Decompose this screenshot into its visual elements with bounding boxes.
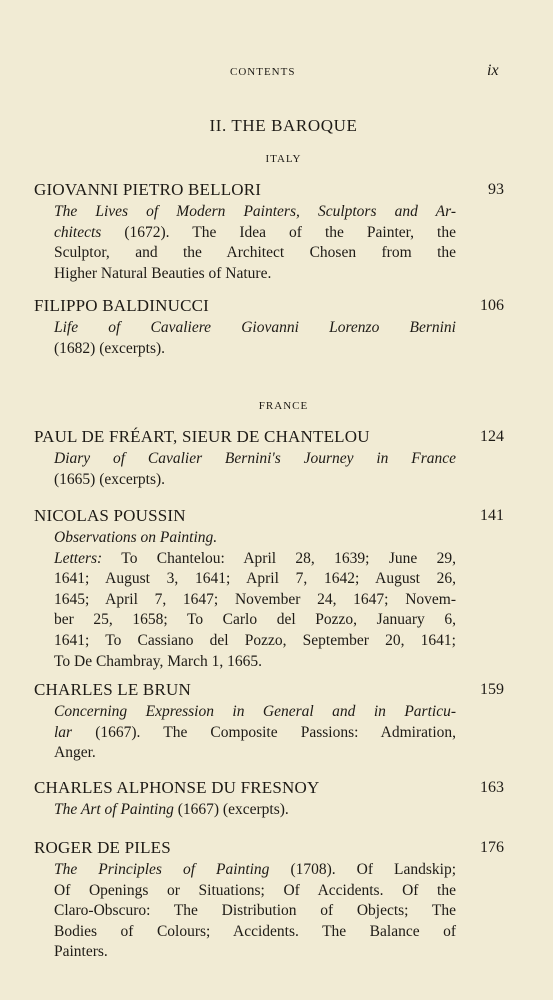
description-line: Of Openings or Situations; Of Accidents. Of the [54, 881, 456, 899]
description-line: Bodies of Colours; Accidents. The Balance of [54, 922, 456, 940]
page-number: ix [487, 62, 499, 79]
description-line: Claro-Obscuro: The Distribution of Objects; The [54, 902, 456, 920]
entry-page-number: 141 [480, 507, 504, 524]
toc-entry-baldinucci[interactable] [34, 295, 504, 359]
description-line: 1645; April 7, 1647; November 24, 1647; Novem- [54, 590, 456, 608]
description-line: Higher Natural Beauties of Nature. [54, 264, 272, 282]
description-line: Letters: To Chantelou: April 28, 1639; June 29, [54, 549, 456, 567]
description-line: The Art of Painting (1667) (excerpts). [54, 801, 289, 818]
entry-author: CHARLES LE BRUN [34, 680, 191, 699]
entry-author: ROGER DE PILES [34, 838, 171, 857]
description-line: Painters. [54, 943, 108, 961]
description-line: Anger. [54, 744, 96, 762]
description-line: (1665) (excerpts). [54, 470, 166, 488]
description-line: 1641; To Cassiano del Pozzo, September 20, 1641; [54, 631, 456, 649]
entry-description [54, 702, 456, 764]
entry-description [54, 318, 456, 359]
description-line: Sculptor, and the Architect Chosen from the [54, 244, 456, 262]
region-heading-france: FRANCE [258, 400, 309, 412]
toc-entry-bellori[interactable] [34, 179, 504, 284]
description-line: Observations on Painting. [54, 529, 218, 546]
running-head [0, 62, 553, 82]
entry-description [54, 202, 456, 284]
toc-entry-du-fresnoy[interactable] [34, 777, 504, 821]
description-line: The Principles of Painting (1708). Of Landskip; [54, 861, 457, 878]
entry-description [54, 449, 456, 490]
entry-page-number: 93 [488, 181, 504, 198]
entry-page-number: 106 [480, 297, 504, 314]
entry-page-number: 163 [480, 779, 504, 796]
description-line: 1641; August 3, 1641; April 7, 1642; August 26, [54, 570, 456, 588]
region-heading-italy: ITALY [265, 153, 302, 165]
description-line: Concerning Expression in General and in Particu- [54, 703, 456, 720]
description-line: (1682) (excerpts). [54, 339, 166, 357]
description-line: lar (1667). The Composite Passions: Admiration, [54, 723, 456, 741]
entry-author: CHARLES ALPHONSE DU FRESNOY [34, 778, 320, 797]
toc-entry-chantelou[interactable] [34, 426, 504, 490]
description-line: Diary of Cavalier Bernini's Journey in France [54, 450, 456, 467]
entry-author: NICOLAS POUSSIN [34, 506, 186, 525]
entry-page-number: 159 [480, 681, 504, 698]
description-line: To De Chambray, March 1, 1665. [54, 652, 262, 670]
description-line: Life of Cavaliere Giovanni Lorenzo Bernini [54, 319, 456, 336]
toc-entry-le-brun[interactable] [34, 679, 504, 764]
toc-entry-de-piles[interactable] [34, 837, 504, 963]
entry-page-number: 124 [480, 428, 504, 445]
entry-author: FILIPPO BALDINUCCI [34, 296, 210, 315]
entry-author: PAUL DE FRÉART, SIEUR DE CHANTELOU [34, 427, 370, 446]
entry-author: GIOVANNI PIETRO BELLORI [34, 180, 262, 199]
running-head-title: CONTENTS [230, 66, 296, 78]
description-line: ber 25, 1658; To Carlo del Pozzo, January 6, [54, 611, 456, 629]
entry-description [54, 528, 456, 672]
entry-description [54, 800, 456, 821]
description-line: chitects (1672). The Idea of the Painter, the [54, 223, 456, 241]
part-title: II. THE BAROQUE [209, 116, 358, 135]
toc-entry-poussin[interactable] [34, 505, 504, 672]
entry-description [54, 860, 456, 963]
description-line: The Lives of Modern Painters, Sculptors and Ar- [54, 203, 456, 220]
entry-page-number: 176 [480, 839, 504, 856]
